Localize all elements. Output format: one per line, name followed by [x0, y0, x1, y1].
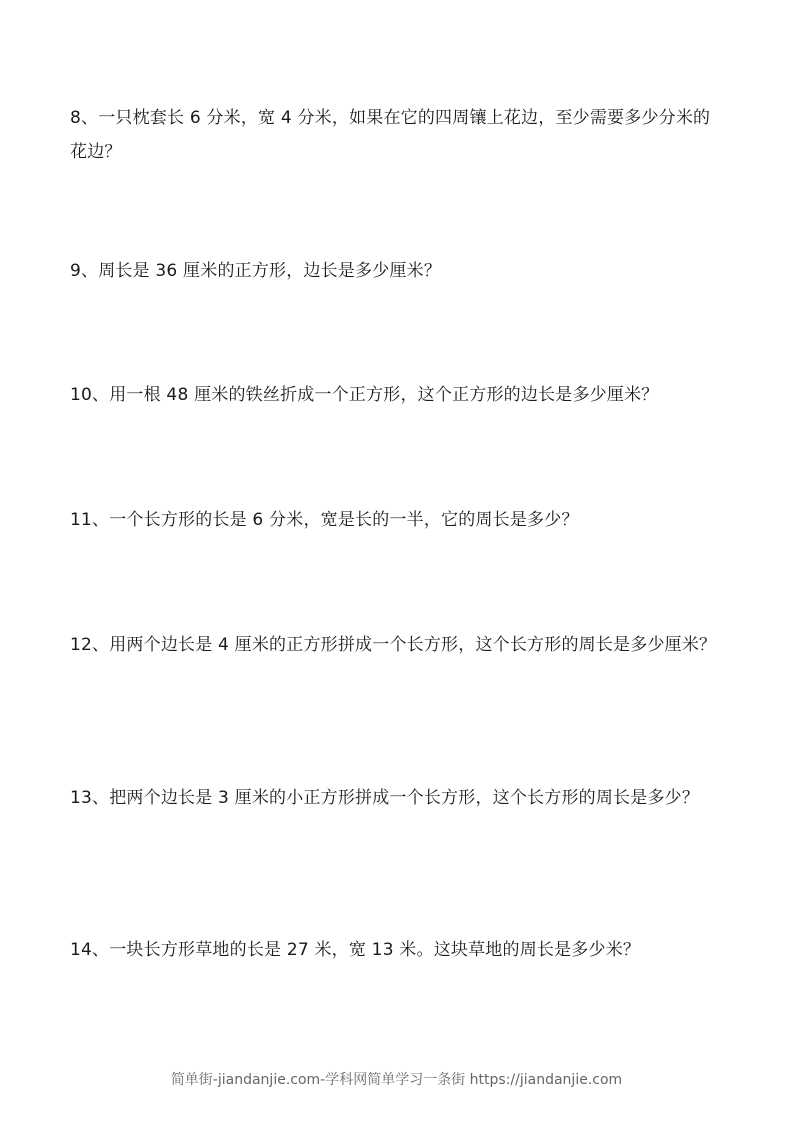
question-9: 9、周长是 36 厘米的正方形，边长是多少厘米？: [70, 261, 442, 281]
question-10: 10、用一根 48 厘米的铁丝折成一个正方形，这个正方形的边长是多少厘米？: [70, 385, 659, 405]
question-12: 12、用两个边长是 4 厘米的正方形拼成一个长方形，这个长方形的周长是多少厘米？: [70, 635, 717, 655]
question-13: 13、把两个边长是 3 厘米的小正方形拼成一个长方形，这个长方形的周长是多少？: [70, 788, 700, 808]
question-11: 11、一个长方形的长是 6 分米，宽是长的一半，它的周长是多少？: [70, 510, 579, 530]
question-14: 14、一块长方形草地的长是 27 米，宽 13 米。这块草地的周长是多少米？: [70, 940, 641, 960]
question-8: 8、一只枕套长 6 分米，宽 4 分米，如果在它的四周镶上花边，至少需要多少分米的花边？: [70, 108, 711, 162]
page-footer: 简单街-jiandanjie.com-学科网简单学习一条街 https://jiandanjie.com: [170, 1072, 623, 1088]
